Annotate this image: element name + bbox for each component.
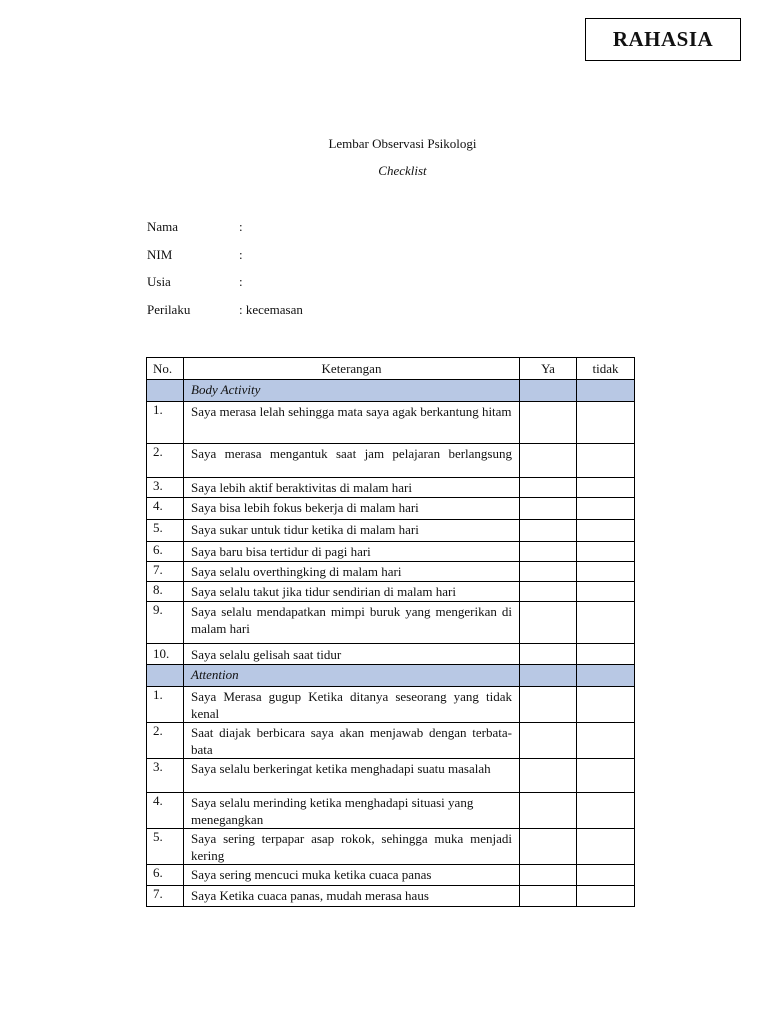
check-ya-cell[interactable] [520, 644, 577, 665]
table-row [147, 402, 635, 444]
table-row [147, 520, 635, 542]
section-row [147, 665, 635, 687]
row-number: 10. [147, 644, 184, 665]
row-number: 1. [147, 687, 184, 723]
row-number: 6. [147, 865, 184, 886]
row-number: 9. [147, 602, 184, 644]
check-ya-cell[interactable] [520, 562, 577, 582]
check-ya-cell[interactable] [520, 402, 577, 444]
field-perilaku [147, 302, 303, 318]
check-ya-cell[interactable] [520, 793, 577, 829]
check-tidak-cell[interactable] [577, 520, 635, 542]
check-tidak-cell[interactable] [577, 582, 635, 602]
checklist-table [146, 357, 635, 907]
field-nama [147, 219, 243, 235]
row-text: Saya merasa mengantuk saat jam pelajaran berlangsung [184, 444, 520, 478]
table-row [147, 829, 635, 865]
table-row [147, 602, 635, 644]
check-tidak-cell[interactable] [577, 829, 635, 865]
table-row [147, 644, 635, 665]
row-text: Saya sering mencuci muka ketika cuaca panas [184, 865, 520, 886]
row-number: 8. [147, 582, 184, 602]
row-number: 3. [147, 759, 184, 793]
check-ya-cell[interactable] [520, 723, 577, 759]
check-tidak-cell[interactable] [577, 542, 635, 562]
check-tidak-cell[interactable] [577, 562, 635, 582]
table-row [147, 444, 635, 478]
row-number: 4. [147, 498, 184, 520]
check-tidak-cell[interactable] [577, 886, 635, 907]
header-ya: Ya [520, 358, 577, 380]
row-text: Saya selalu berkeringat ketika menghadapi suatu masalah [184, 759, 520, 793]
section-title: Body Activity [184, 380, 520, 402]
row-text: Saya sering terpapar asap rokok, sehingga muka menjadi kering [184, 829, 520, 865]
header-tidak: tidak [577, 358, 635, 380]
check-tidak-cell[interactable] [577, 687, 635, 723]
section-tidak-cell [577, 380, 635, 402]
header-no: No. [147, 358, 184, 380]
field-label: Nama [147, 219, 179, 234]
check-ya-cell[interactable] [520, 829, 577, 865]
check-tidak-cell[interactable] [577, 478, 635, 498]
section-no-cell [147, 665, 184, 687]
check-ya-cell[interactable] [520, 542, 577, 562]
field-usia [147, 274, 243, 290]
document-title: Lembar Observasi Psikologi [328, 136, 477, 151]
check-ya-cell[interactable] [520, 478, 577, 498]
check-tidak-cell[interactable] [577, 644, 635, 665]
table-header-row [147, 358, 635, 380]
table-row [147, 582, 635, 602]
row-number: 2. [147, 444, 184, 478]
table-row [147, 886, 635, 907]
field-nim [147, 247, 243, 263]
table-row [147, 478, 635, 498]
check-ya-cell[interactable] [520, 520, 577, 542]
check-ya-cell[interactable] [520, 602, 577, 644]
row-text: Saat diajak berbicara saya akan menjawab dengan terbata-bata [184, 723, 520, 759]
row-text: Saya selalu takut jika tidur sendirian di malam hari [184, 582, 520, 602]
section-ya-cell [520, 380, 577, 402]
table-row [147, 865, 635, 886]
row-text: Saya bisa lebih fokus bekerja di malam hari [184, 498, 520, 520]
check-ya-cell[interactable] [520, 865, 577, 886]
table-row [147, 562, 635, 582]
section-tidak-cell [577, 665, 635, 687]
check-tidak-cell[interactable] [577, 759, 635, 793]
row-text: Saya sukar untuk tidur ketika di malam hari [184, 520, 520, 542]
field-label: Usia [147, 274, 171, 289]
table-row [147, 687, 635, 723]
row-text: Saya selalu overthingking di malam hari [184, 562, 520, 582]
check-ya-cell[interactable] [520, 582, 577, 602]
table-row [147, 498, 635, 520]
field-value: : [239, 274, 243, 289]
table-row [147, 542, 635, 562]
section-ya-cell [520, 665, 577, 687]
check-tidak-cell[interactable] [577, 723, 635, 759]
row-number: 7. [147, 886, 184, 907]
check-tidak-cell[interactable] [577, 498, 635, 520]
check-tidak-cell[interactable] [577, 793, 635, 829]
check-tidak-cell[interactable] [577, 602, 635, 644]
header-keterangan: Keterangan [184, 358, 520, 380]
check-ya-cell[interactable] [520, 444, 577, 478]
row-number: 5. [147, 520, 184, 542]
field-value: : [239, 247, 243, 262]
row-number: 6. [147, 542, 184, 562]
confidential-stamp: RAHASIA [585, 18, 741, 61]
check-tidak-cell[interactable] [577, 865, 635, 886]
table-row [147, 759, 635, 793]
row-number: 1. [147, 402, 184, 444]
section-title: Attention [184, 665, 520, 687]
check-tidak-cell[interactable] [577, 402, 635, 444]
check-ya-cell[interactable] [520, 687, 577, 723]
document-subtitle: Checklist [378, 163, 427, 178]
row-text: Saya Merasa gugup Ketika ditanya seseorang yang tidak kenal [184, 687, 520, 723]
check-ya-cell[interactable] [520, 886, 577, 907]
table-row [147, 723, 635, 759]
row-number: 3. [147, 478, 184, 498]
row-text: Saya merasa lelah sehingga mata saya agak berkantung hitam [184, 402, 520, 444]
row-text: Saya baru bisa tertidur di pagi hari [184, 542, 520, 562]
field-value: : kecemasan [239, 302, 303, 317]
field-label: NIM [147, 247, 173, 262]
section-no-cell [147, 380, 184, 402]
row-text: Saya lebih aktif beraktivitas di malam hari [184, 478, 520, 498]
section-row [147, 380, 635, 402]
field-value: : [239, 219, 243, 234]
row-number: 4. [147, 793, 184, 829]
row-number: 5. [147, 829, 184, 865]
row-number: 7. [147, 562, 184, 582]
check-ya-cell[interactable] [520, 498, 577, 520]
check-tidak-cell[interactable] [577, 444, 635, 478]
row-text: Saya selalu gelisah saat tidur [184, 644, 520, 665]
row-text: Saya Ketika cuaca panas, mudah merasa haus [184, 886, 520, 907]
table-row [147, 793, 635, 829]
row-text: Saya selalu mendapatkan mimpi buruk yang mengerikan di malam hari [184, 602, 520, 644]
row-text: Saya selalu merinding ketika menghadapi situasi yang menegangkan [184, 793, 520, 829]
check-ya-cell[interactable] [520, 759, 577, 793]
field-label: Perilaku [147, 302, 191, 317]
row-number: 2. [147, 723, 184, 759]
